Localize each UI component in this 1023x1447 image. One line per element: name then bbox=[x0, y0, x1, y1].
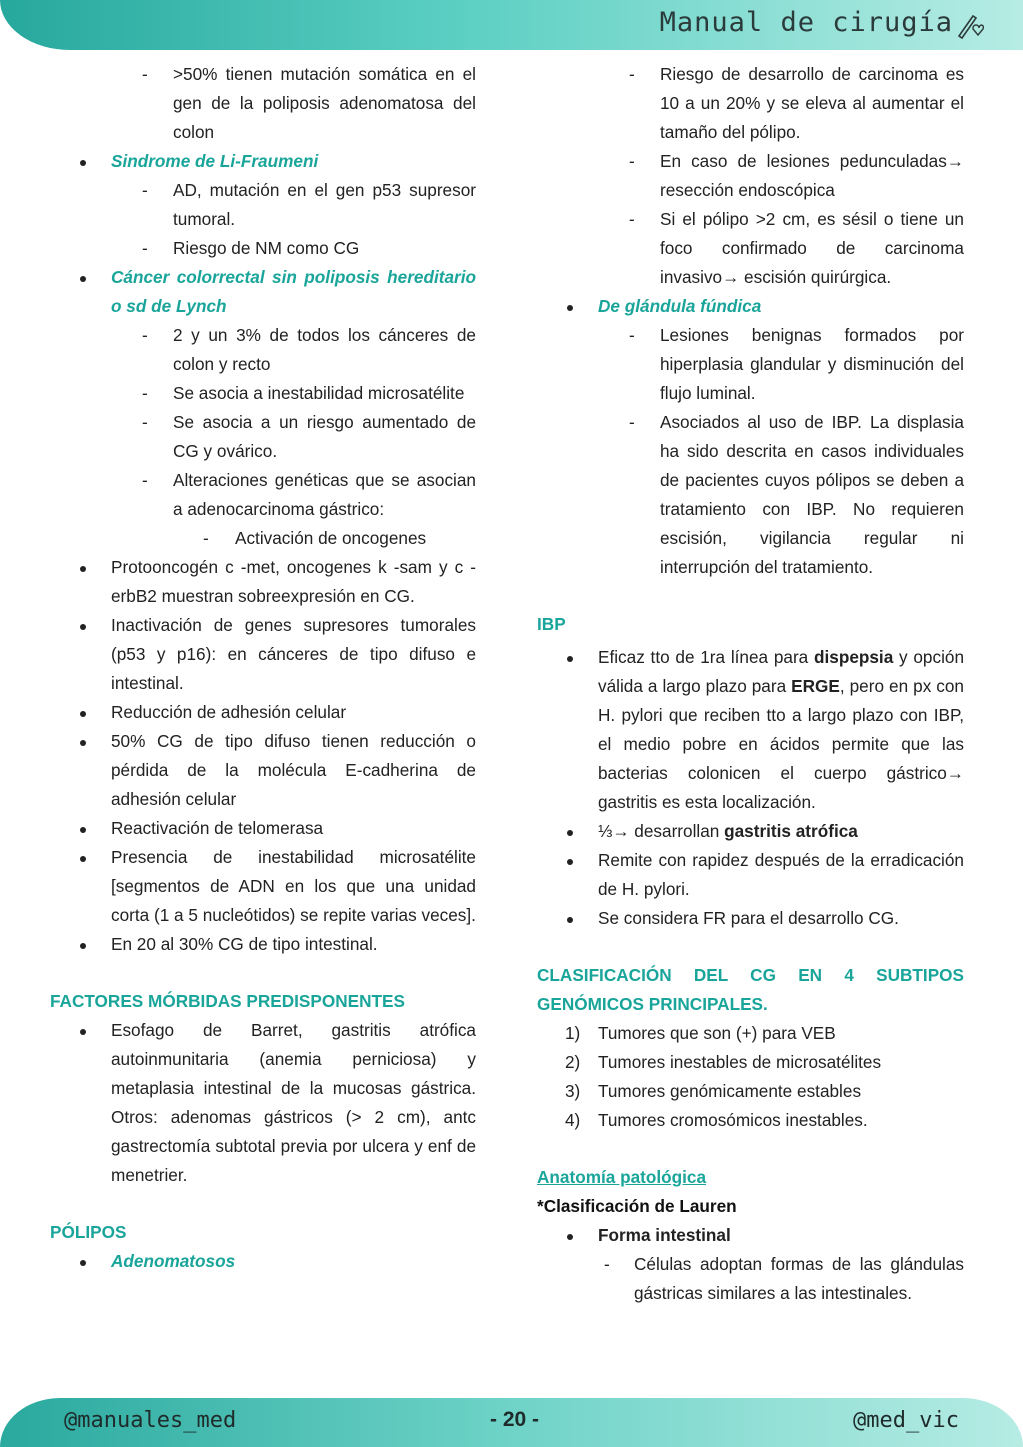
bullet-icon bbox=[80, 624, 86, 630]
bullet-icon bbox=[567, 305, 573, 311]
bullet-icon bbox=[80, 1029, 86, 1035]
list-item: - AD, mutación en el gen p53 supresor tumoral. bbox=[142, 180, 476, 229]
section-heading: PÓLIPOS bbox=[50, 1222, 127, 1242]
list-item: - Lesiones benignas formados por hiperplasia glandular y disminución del flujo luminal. bbox=[629, 325, 964, 403]
list-item: En 20 al 30% CG de tipo intestinal. bbox=[50, 930, 476, 959]
list-item: Reactivación de telomerasa bbox=[50, 814, 476, 843]
footer-banner bbox=[0, 1398, 1023, 1447]
list-item: 2) Tumores inestables de microsatélites bbox=[565, 1052, 882, 1072]
header-banner bbox=[0, 0, 1023, 50]
list-item: Sindrome de Li-Fraumeni bbox=[50, 147, 476, 176]
section-heading: IBP bbox=[537, 614, 566, 634]
list-item: 1) Tumores que son (+) para VEB bbox=[565, 1023, 836, 1043]
list-item: Presencia de inestabilidad microsatélite [segmentos de ADN en los que una unidad corta (1 a 5 nucleótidos) se repite varias veces]. bbox=[50, 843, 476, 930]
bullet-icon bbox=[567, 859, 573, 865]
list-item: De glándula fúndica bbox=[537, 292, 964, 321]
list-item: Se considera FR para el desarrollo CG. bbox=[537, 904, 964, 933]
list-item: - Se asocia a un riesgo aumentado de CG y ovárico. bbox=[142, 412, 476, 461]
bullet-icon bbox=[80, 1260, 86, 1266]
list-item: - Alteraciones genéticas que se asocian a adenocarcinoma gástrico: bbox=[142, 470, 476, 519]
bullet-icon bbox=[80, 276, 86, 282]
list-item: - Si el pólipo >2 cm, es sésil o tiene un foco confirmado de carcinoma invasivo→ escisión quirúrgica. bbox=[629, 209, 964, 287]
section-heading-link: Anatomía patológica bbox=[537, 1167, 707, 1187]
bullet-icon bbox=[567, 917, 573, 923]
list-item: - Activación de oncogenes bbox=[203, 528, 427, 548]
list-item: Inactivación de genes supresores tumorales (p53 y p16): en cánceres de tipo difuso e intestinal. bbox=[50, 611, 476, 698]
list-item: - Se asocia a inestabilidad microsatélite bbox=[142, 383, 465, 403]
list-item: - Asociados al uso de IBP. La displasia ha sido descrita en casos individuales de pacientes cuyos pólipos se deben a tratamiento con IBP. No requieren escisión, vigilancia regular ni interrupción del tratamiento. bbox=[629, 412, 964, 577]
list-item: Esofago de Barret, gastritis atrófica autoinmunitaria (anemia perniciosa) y metaplasia intestinal de la mucosas gástrica. Otros: adenomas gástricos (> 2 cm), antc gastrectomía subtotal previa por ulcera y enf de menetrier. bbox=[50, 1016, 476, 1190]
footer-handle-left: @manuales_med bbox=[64, 1408, 237, 1433]
bullet-icon bbox=[567, 830, 573, 836]
section-heading: CLASIFICACIÓN DEL CG EN 4 SUBTIPOS GENÓMICOS PRINCIPALES. bbox=[537, 965, 964, 1014]
list-item: - Células adoptan formas de las glándulas gástricas similares a las intestinales. bbox=[604, 1254, 964, 1303]
list-item: - En caso de lesiones pedunculadas→ resección endoscópica bbox=[629, 151, 964, 200]
bullet-icon bbox=[80, 566, 86, 572]
bullet-icon bbox=[567, 656, 573, 662]
bullet-icon bbox=[80, 827, 86, 833]
bullet-icon bbox=[567, 1234, 573, 1240]
section-heading: FACTORES MÓRBIDAS PREDISPONENTES bbox=[50, 991, 405, 1011]
list-item: Protooncogén c -met, oncogenes k -sam y c -erbB2 muestran sobreexpresión en CG. bbox=[50, 553, 476, 611]
list-item: ⅓→ desarrollan gastritis atrófica bbox=[537, 817, 964, 846]
list-item: - Riesgo de desarrollo de carcinoma es 10 a un 20% y se eleva al aumentar el tamaño del pólipo. bbox=[629, 64, 964, 142]
list-item: Forma intestinal bbox=[537, 1221, 964, 1250]
bullet-icon bbox=[80, 160, 86, 166]
pen-heart-icon bbox=[955, 10, 985, 40]
list-item: 3) Tumores genómicamente estables bbox=[565, 1081, 862, 1101]
list-item: - Riesgo de NM como CG bbox=[142, 238, 360, 258]
list-item: - >50% tienen mutación somática en el gen de la poliposis adenomatosa del colon bbox=[142, 64, 476, 142]
header-title: Manual de cirugía bbox=[659, 7, 953, 38]
list-item: - 2 y un 3% de todos los cánceres de colon y recto bbox=[142, 325, 476, 374]
bullet-icon bbox=[80, 740, 86, 746]
list-item: Cáncer colorrectal sin poliposis hereditario o sd de Lynch bbox=[50, 263, 476, 321]
list-item: Adenomatosos bbox=[50, 1247, 476, 1276]
list-item: Remite con rapidez después de la erradicación de H. pylori. bbox=[537, 846, 964, 904]
list-item: Eficaz tto de 1ra línea para dispepsia y opción válida a largo plazo para ERGE, pero en px con H. pylori que reciben tto a largo plazo con IBP, el medio pobre en ácidos permite que las bacterias colonicen el cuerpo gástrico→ gastritis es esta localización. bbox=[537, 643, 964, 817]
bullet-icon bbox=[80, 711, 86, 717]
subsection-heading: *Clasificación de Lauren bbox=[537, 1196, 737, 1216]
list-item: Reducción de adhesión celular bbox=[50, 698, 476, 727]
bullet-icon bbox=[80, 856, 86, 862]
list-item: 50% CG de tipo difuso tienen reducción o pérdida de la molécula E-cadherina de adhesión celular bbox=[50, 727, 476, 814]
right-column bbox=[537, 60, 964, 1308]
left-column bbox=[50, 60, 476, 1276]
bullet-icon bbox=[80, 943, 86, 949]
footer-handle-right: @med_vic bbox=[853, 1408, 959, 1433]
list-item: 4) Tumores cromosómicos inestables. bbox=[565, 1110, 868, 1130]
page-number: - 20 - bbox=[490, 1408, 540, 1431]
